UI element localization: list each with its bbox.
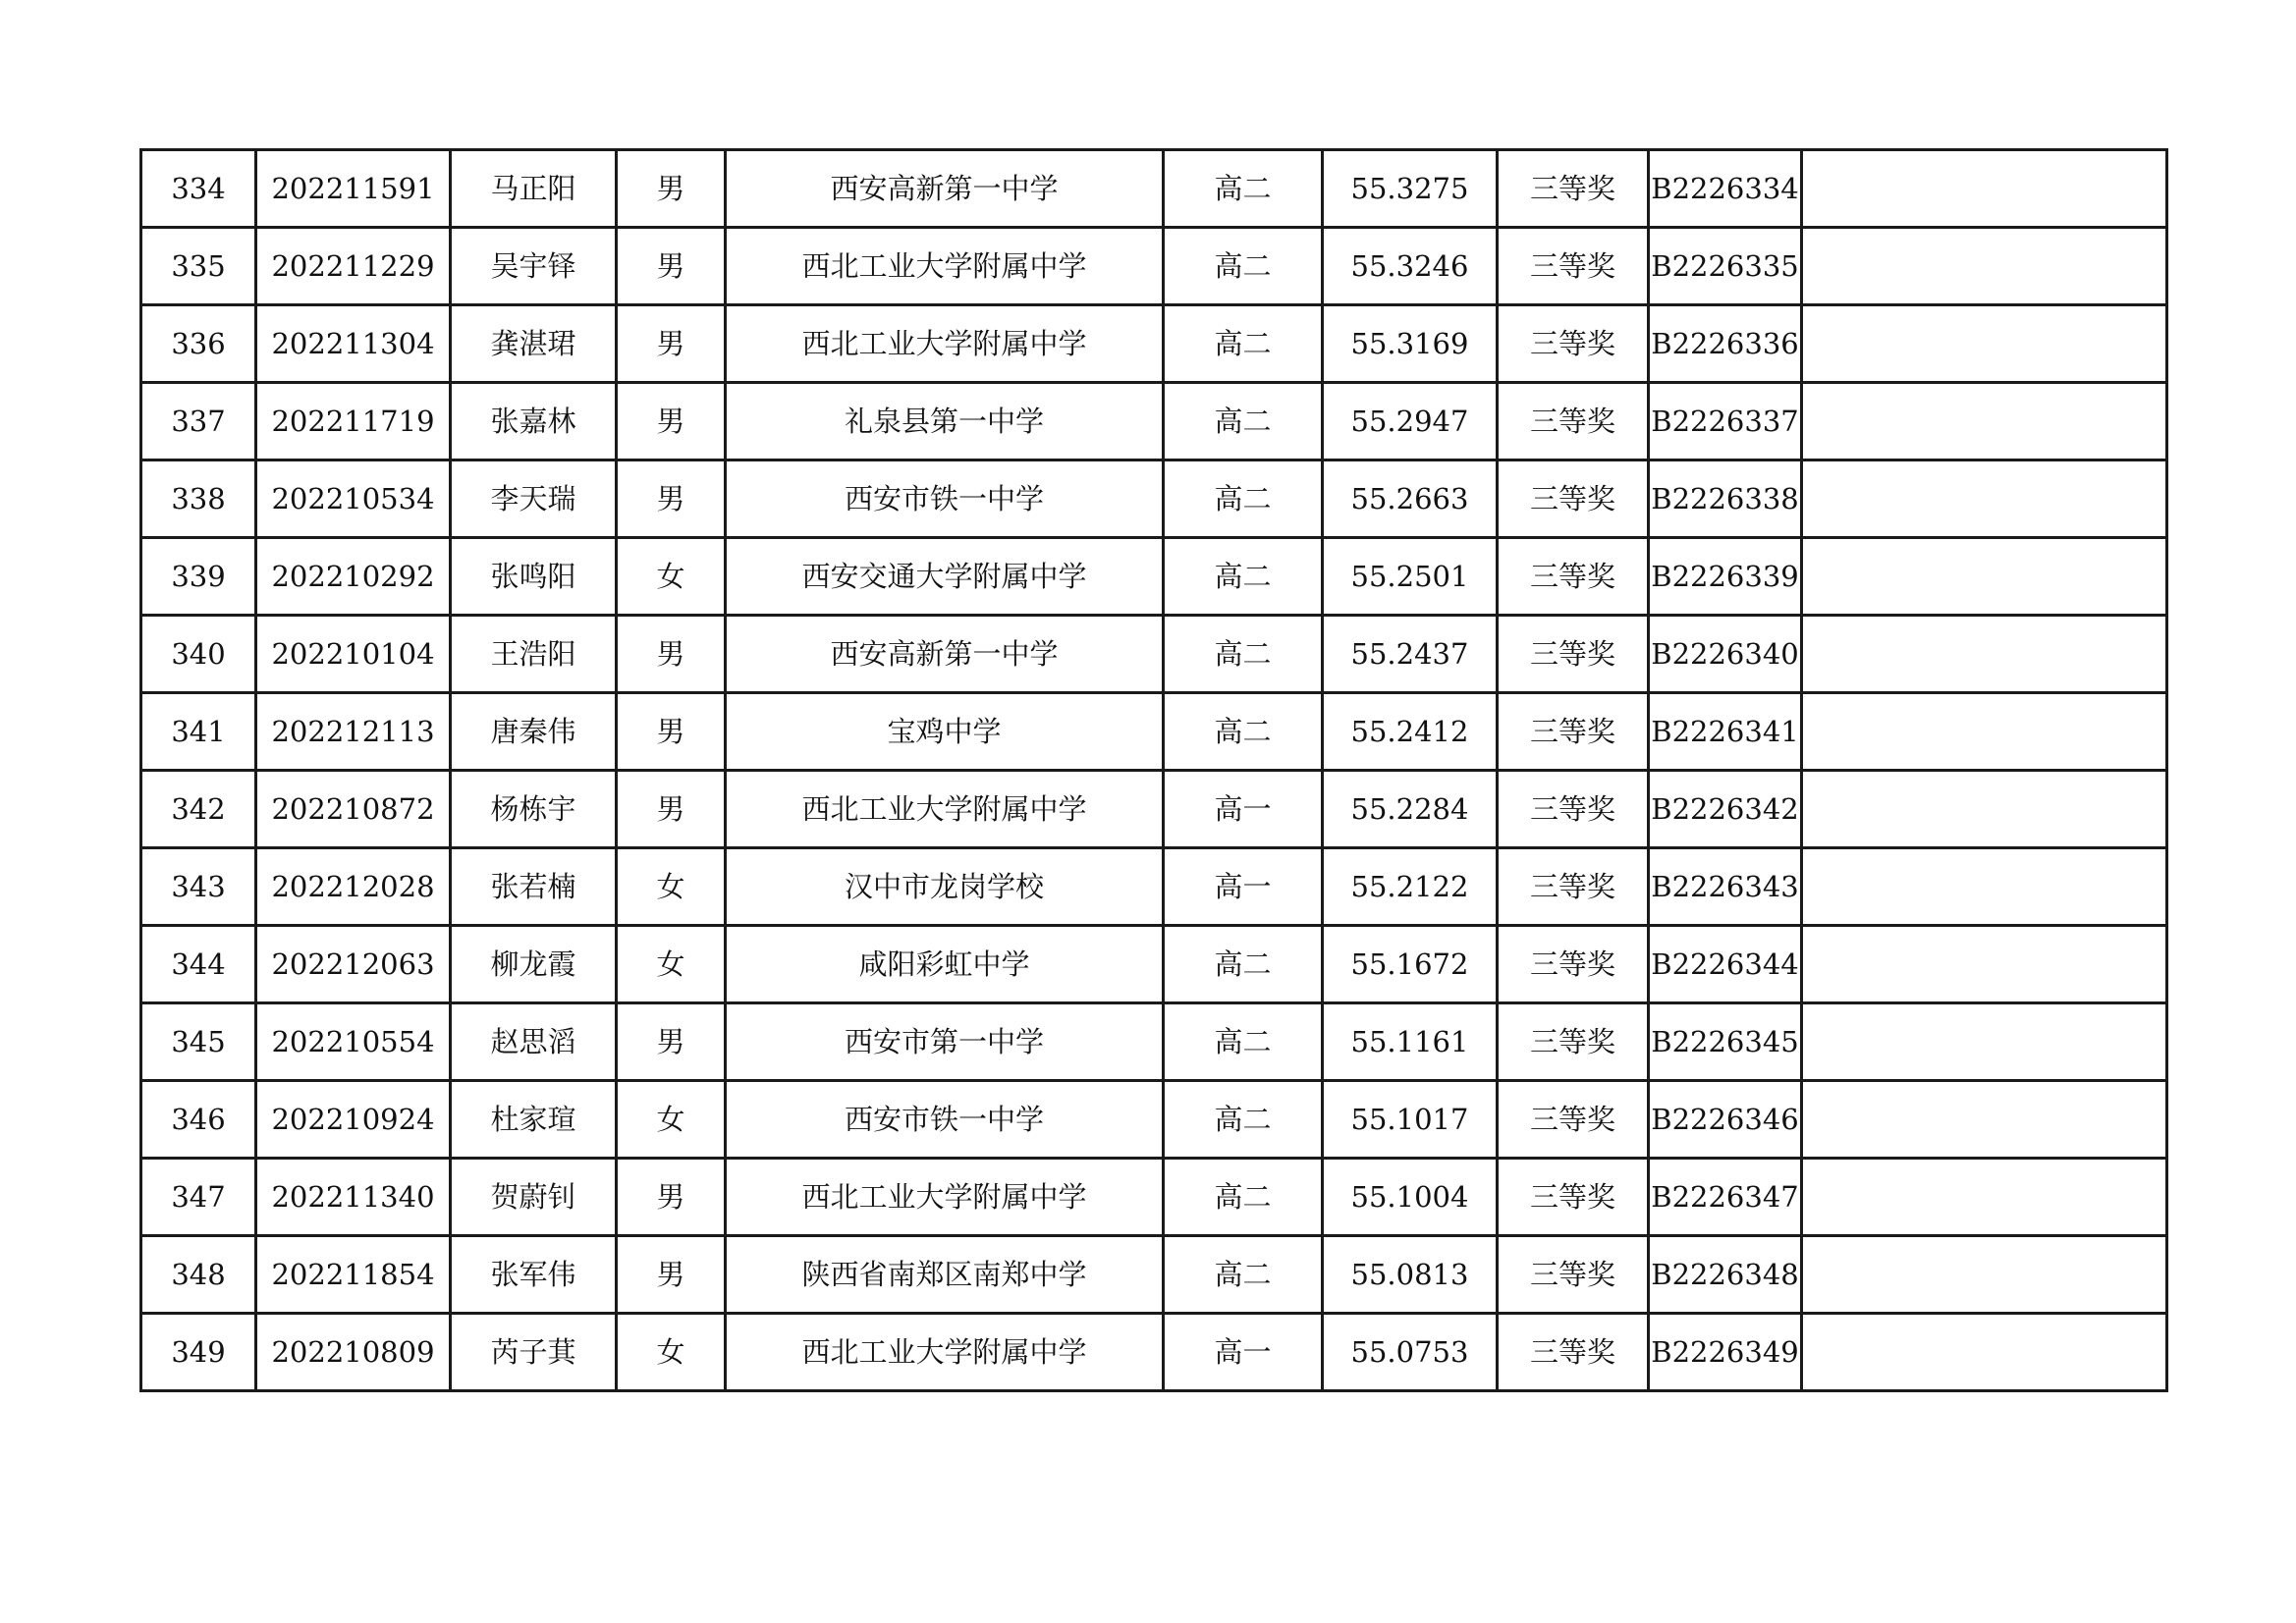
exam-id-cell: 202210292 <box>256 538 451 616</box>
score-cell: 55.1017 <box>1323 1081 1498 1159</box>
certificate-number-cell: B2226339 <box>1649 538 1802 616</box>
gender-cell: 女 <box>617 926 726 1003</box>
exam-id-cell: 202211304 <box>256 305 451 383</box>
remark-cell <box>1802 771 2167 848</box>
award-roster-table <box>139 148 2168 1392</box>
table-row <box>141 228 2167 305</box>
award-cell: 三等奖 <box>1498 383 1649 460</box>
certificate-number-cell: B2226342 <box>1649 771 1802 848</box>
score-cell: 55.3275 <box>1323 150 1498 228</box>
score-cell: 55.2501 <box>1323 538 1498 616</box>
rank-cell: 336 <box>141 305 256 383</box>
certificate-number-cell: B2226348 <box>1649 1236 1802 1314</box>
table-row <box>141 693 2167 771</box>
certificate-number-cell: B2226334 <box>1649 150 1802 228</box>
exam-id-cell: 202212113 <box>256 693 451 771</box>
rank-cell: 343 <box>141 848 256 926</box>
award-cell: 三等奖 <box>1498 538 1649 616</box>
certificate-number-cell: B2226344 <box>1649 926 1802 1003</box>
certificate-number-cell: B2226341 <box>1649 693 1802 771</box>
school-cell: 礼泉县第一中学 <box>726 383 1164 460</box>
certificate-number-cell: B2226336 <box>1649 305 1802 383</box>
gender-cell: 男 <box>617 150 726 228</box>
certificate-number-cell: B2226340 <box>1649 616 1802 693</box>
score-cell: 55.2947 <box>1323 383 1498 460</box>
grade-cell: 高二 <box>1164 1003 1323 1081</box>
school-cell: 西北工业大学附属中学 <box>726 228 1164 305</box>
remark-cell <box>1802 926 2167 1003</box>
certificate-number-cell: B2226345 <box>1649 1003 1802 1081</box>
award-cell: 三等奖 <box>1498 616 1649 693</box>
student-name-cell: 杨栋宇 <box>451 771 617 848</box>
gender-cell: 女 <box>617 538 726 616</box>
student-name-cell: 张鸣阳 <box>451 538 617 616</box>
school-cell: 西北工业大学附属中学 <box>726 1159 1164 1236</box>
exam-id-cell: 202212028 <box>256 848 451 926</box>
student-name-cell: 王浩阳 <box>451 616 617 693</box>
award-cell: 三等奖 <box>1498 848 1649 926</box>
table-row <box>141 383 2167 460</box>
table-row <box>141 1236 2167 1314</box>
student-name-cell: 龚湛珺 <box>451 305 617 383</box>
school-cell: 西安市第一中学 <box>726 1003 1164 1081</box>
rank-cell: 349 <box>141 1314 256 1391</box>
grade-cell: 高二 <box>1164 538 1323 616</box>
student-name-cell: 张嘉林 <box>451 383 617 460</box>
grade-cell: 高二 <box>1164 693 1323 771</box>
student-name-cell: 马正阳 <box>451 150 617 228</box>
school-cell: 西北工业大学附属中学 <box>726 1314 1164 1391</box>
award-cell: 三等奖 <box>1498 1236 1649 1314</box>
rank-cell: 339 <box>141 538 256 616</box>
certificate-number-cell: B2226337 <box>1649 383 1802 460</box>
student-name-cell: 柳龙霞 <box>451 926 617 1003</box>
award-cell: 三等奖 <box>1498 926 1649 1003</box>
table-row <box>141 926 2167 1003</box>
score-cell: 55.0813 <box>1323 1236 1498 1314</box>
remark-cell <box>1802 1236 2167 1314</box>
rank-cell: 335 <box>141 228 256 305</box>
exam-id-cell: 202210809 <box>256 1314 451 1391</box>
grade-cell: 高一 <box>1164 771 1323 848</box>
roster-body <box>141 150 2167 1391</box>
gender-cell: 女 <box>617 1081 726 1159</box>
award-cell: 三等奖 <box>1498 305 1649 383</box>
student-name-cell: 张军伟 <box>451 1236 617 1314</box>
remark-cell <box>1802 1159 2167 1236</box>
certificate-number-cell: B2226346 <box>1649 1081 1802 1159</box>
grade-cell: 高一 <box>1164 1314 1323 1391</box>
school-cell: 汉中市龙岗学校 <box>726 848 1164 926</box>
remark-cell <box>1802 848 2167 926</box>
table-row <box>141 1159 2167 1236</box>
remark-cell <box>1802 538 2167 616</box>
table-row <box>141 616 2167 693</box>
student-name-cell: 芮子萁 <box>451 1314 617 1391</box>
certificate-number-cell: B2226343 <box>1649 848 1802 926</box>
exam-id-cell: 202210534 <box>256 460 451 538</box>
table-row <box>141 305 2167 383</box>
grade-cell: 高二 <box>1164 150 1323 228</box>
gender-cell: 男 <box>617 616 726 693</box>
certificate-number-cell: B2226349 <box>1649 1314 1802 1391</box>
student-name-cell: 贺蔚钊 <box>451 1159 617 1236</box>
school-cell: 西安高新第一中学 <box>726 150 1164 228</box>
grade-cell: 高二 <box>1164 926 1323 1003</box>
certificate-number-cell: B2226335 <box>1649 228 1802 305</box>
score-cell: 55.2412 <box>1323 693 1498 771</box>
grade-cell: 高二 <box>1164 1081 1323 1159</box>
award-cell: 三等奖 <box>1498 150 1649 228</box>
student-name-cell: 赵思滔 <box>451 1003 617 1081</box>
award-cell: 三等奖 <box>1498 1159 1649 1236</box>
school-cell: 咸阳彩虹中学 <box>726 926 1164 1003</box>
grade-cell: 高二 <box>1164 1236 1323 1314</box>
school-cell: 西安交通大学附属中学 <box>726 538 1164 616</box>
award-cell: 三等奖 <box>1498 228 1649 305</box>
school-cell: 西安市铁一中学 <box>726 460 1164 538</box>
exam-id-cell: 202211340 <box>256 1159 451 1236</box>
rank-cell: 341 <box>141 693 256 771</box>
gender-cell: 男 <box>617 1003 726 1081</box>
exam-id-cell: 202210104 <box>256 616 451 693</box>
award-cell: 三等奖 <box>1498 1314 1649 1391</box>
school-cell: 西安市铁一中学 <box>726 1081 1164 1159</box>
gender-cell: 男 <box>617 460 726 538</box>
remark-cell <box>1802 1081 2167 1159</box>
exam-id-cell: 202211229 <box>256 228 451 305</box>
remark-cell <box>1802 305 2167 383</box>
score-cell: 55.2122 <box>1323 848 1498 926</box>
student-name-cell: 李天瑞 <box>451 460 617 538</box>
grade-cell: 高二 <box>1164 1159 1323 1236</box>
rank-cell: 345 <box>141 1003 256 1081</box>
exam-id-cell: 202211591 <box>256 150 451 228</box>
school-cell: 宝鸡中学 <box>726 693 1164 771</box>
rank-cell: 347 <box>141 1159 256 1236</box>
grade-cell: 高二 <box>1164 383 1323 460</box>
award-cell: 三等奖 <box>1498 1003 1649 1081</box>
exam-id-cell: 202211854 <box>256 1236 451 1314</box>
student-name-cell: 杜家瑄 <box>451 1081 617 1159</box>
award-list-page <box>139 148 2165 1392</box>
gender-cell: 男 <box>617 305 726 383</box>
exam-id-cell: 202210924 <box>256 1081 451 1159</box>
gender-cell: 男 <box>617 383 726 460</box>
score-cell: 55.3246 <box>1323 228 1498 305</box>
table-row <box>141 1314 2167 1391</box>
score-cell: 55.2284 <box>1323 771 1498 848</box>
remark-cell <box>1802 693 2167 771</box>
school-cell: 西北工业大学附属中学 <box>726 771 1164 848</box>
gender-cell: 男 <box>617 1236 726 1314</box>
rank-cell: 346 <box>141 1081 256 1159</box>
grade-cell: 高一 <box>1164 848 1323 926</box>
rank-cell: 342 <box>141 771 256 848</box>
score-cell: 55.1672 <box>1323 926 1498 1003</box>
school-cell: 西安高新第一中学 <box>726 616 1164 693</box>
remark-cell <box>1802 150 2167 228</box>
gender-cell: 男 <box>617 1159 726 1236</box>
score-cell: 55.2437 <box>1323 616 1498 693</box>
gender-cell: 男 <box>617 693 726 771</box>
award-cell: 三等奖 <box>1498 693 1649 771</box>
award-cell: 三等奖 <box>1498 460 1649 538</box>
school-cell: 西北工业大学附属中学 <box>726 305 1164 383</box>
school-cell: 陕西省南郑区南郑中学 <box>726 1236 1164 1314</box>
grade-cell: 高二 <box>1164 228 1323 305</box>
remark-cell <box>1802 460 2167 538</box>
remark-cell <box>1802 228 2167 305</box>
award-cell: 三等奖 <box>1498 1081 1649 1159</box>
remark-cell <box>1802 383 2167 460</box>
score-cell: 55.1004 <box>1323 1159 1498 1236</box>
score-cell: 55.0753 <box>1323 1314 1498 1391</box>
table-row <box>141 538 2167 616</box>
rank-cell: 334 <box>141 150 256 228</box>
table-row <box>141 150 2167 228</box>
gender-cell: 男 <box>617 228 726 305</box>
gender-cell: 男 <box>617 771 726 848</box>
score-cell: 55.1161 <box>1323 1003 1498 1081</box>
certificate-number-cell: B2226338 <box>1649 460 1802 538</box>
rank-cell: 340 <box>141 616 256 693</box>
exam-id-cell: 202210872 <box>256 771 451 848</box>
grade-cell: 高二 <box>1164 305 1323 383</box>
score-cell: 55.3169 <box>1323 305 1498 383</box>
certificate-number-cell: B2226347 <box>1649 1159 1802 1236</box>
table-row <box>141 771 2167 848</box>
table-row <box>141 460 2167 538</box>
gender-cell: 女 <box>617 1314 726 1391</box>
grade-cell: 高二 <box>1164 616 1323 693</box>
student-name-cell: 唐秦伟 <box>451 693 617 771</box>
rank-cell: 337 <box>141 383 256 460</box>
rank-cell: 338 <box>141 460 256 538</box>
table-row <box>141 1081 2167 1159</box>
rank-cell: 344 <box>141 926 256 1003</box>
remark-cell <box>1802 616 2167 693</box>
rank-cell: 348 <box>141 1236 256 1314</box>
gender-cell: 女 <box>617 848 726 926</box>
award-cell: 三等奖 <box>1498 771 1649 848</box>
remark-cell <box>1802 1314 2167 1391</box>
student-name-cell: 张若楠 <box>451 848 617 926</box>
remark-cell <box>1802 1003 2167 1081</box>
exam-id-cell: 202210554 <box>256 1003 451 1081</box>
table-row <box>141 1003 2167 1081</box>
grade-cell: 高二 <box>1164 460 1323 538</box>
student-name-cell: 吴宇铎 <box>451 228 617 305</box>
exam-id-cell: 202212063 <box>256 926 451 1003</box>
exam-id-cell: 202211719 <box>256 383 451 460</box>
score-cell: 55.2663 <box>1323 460 1498 538</box>
table-row <box>141 848 2167 926</box>
